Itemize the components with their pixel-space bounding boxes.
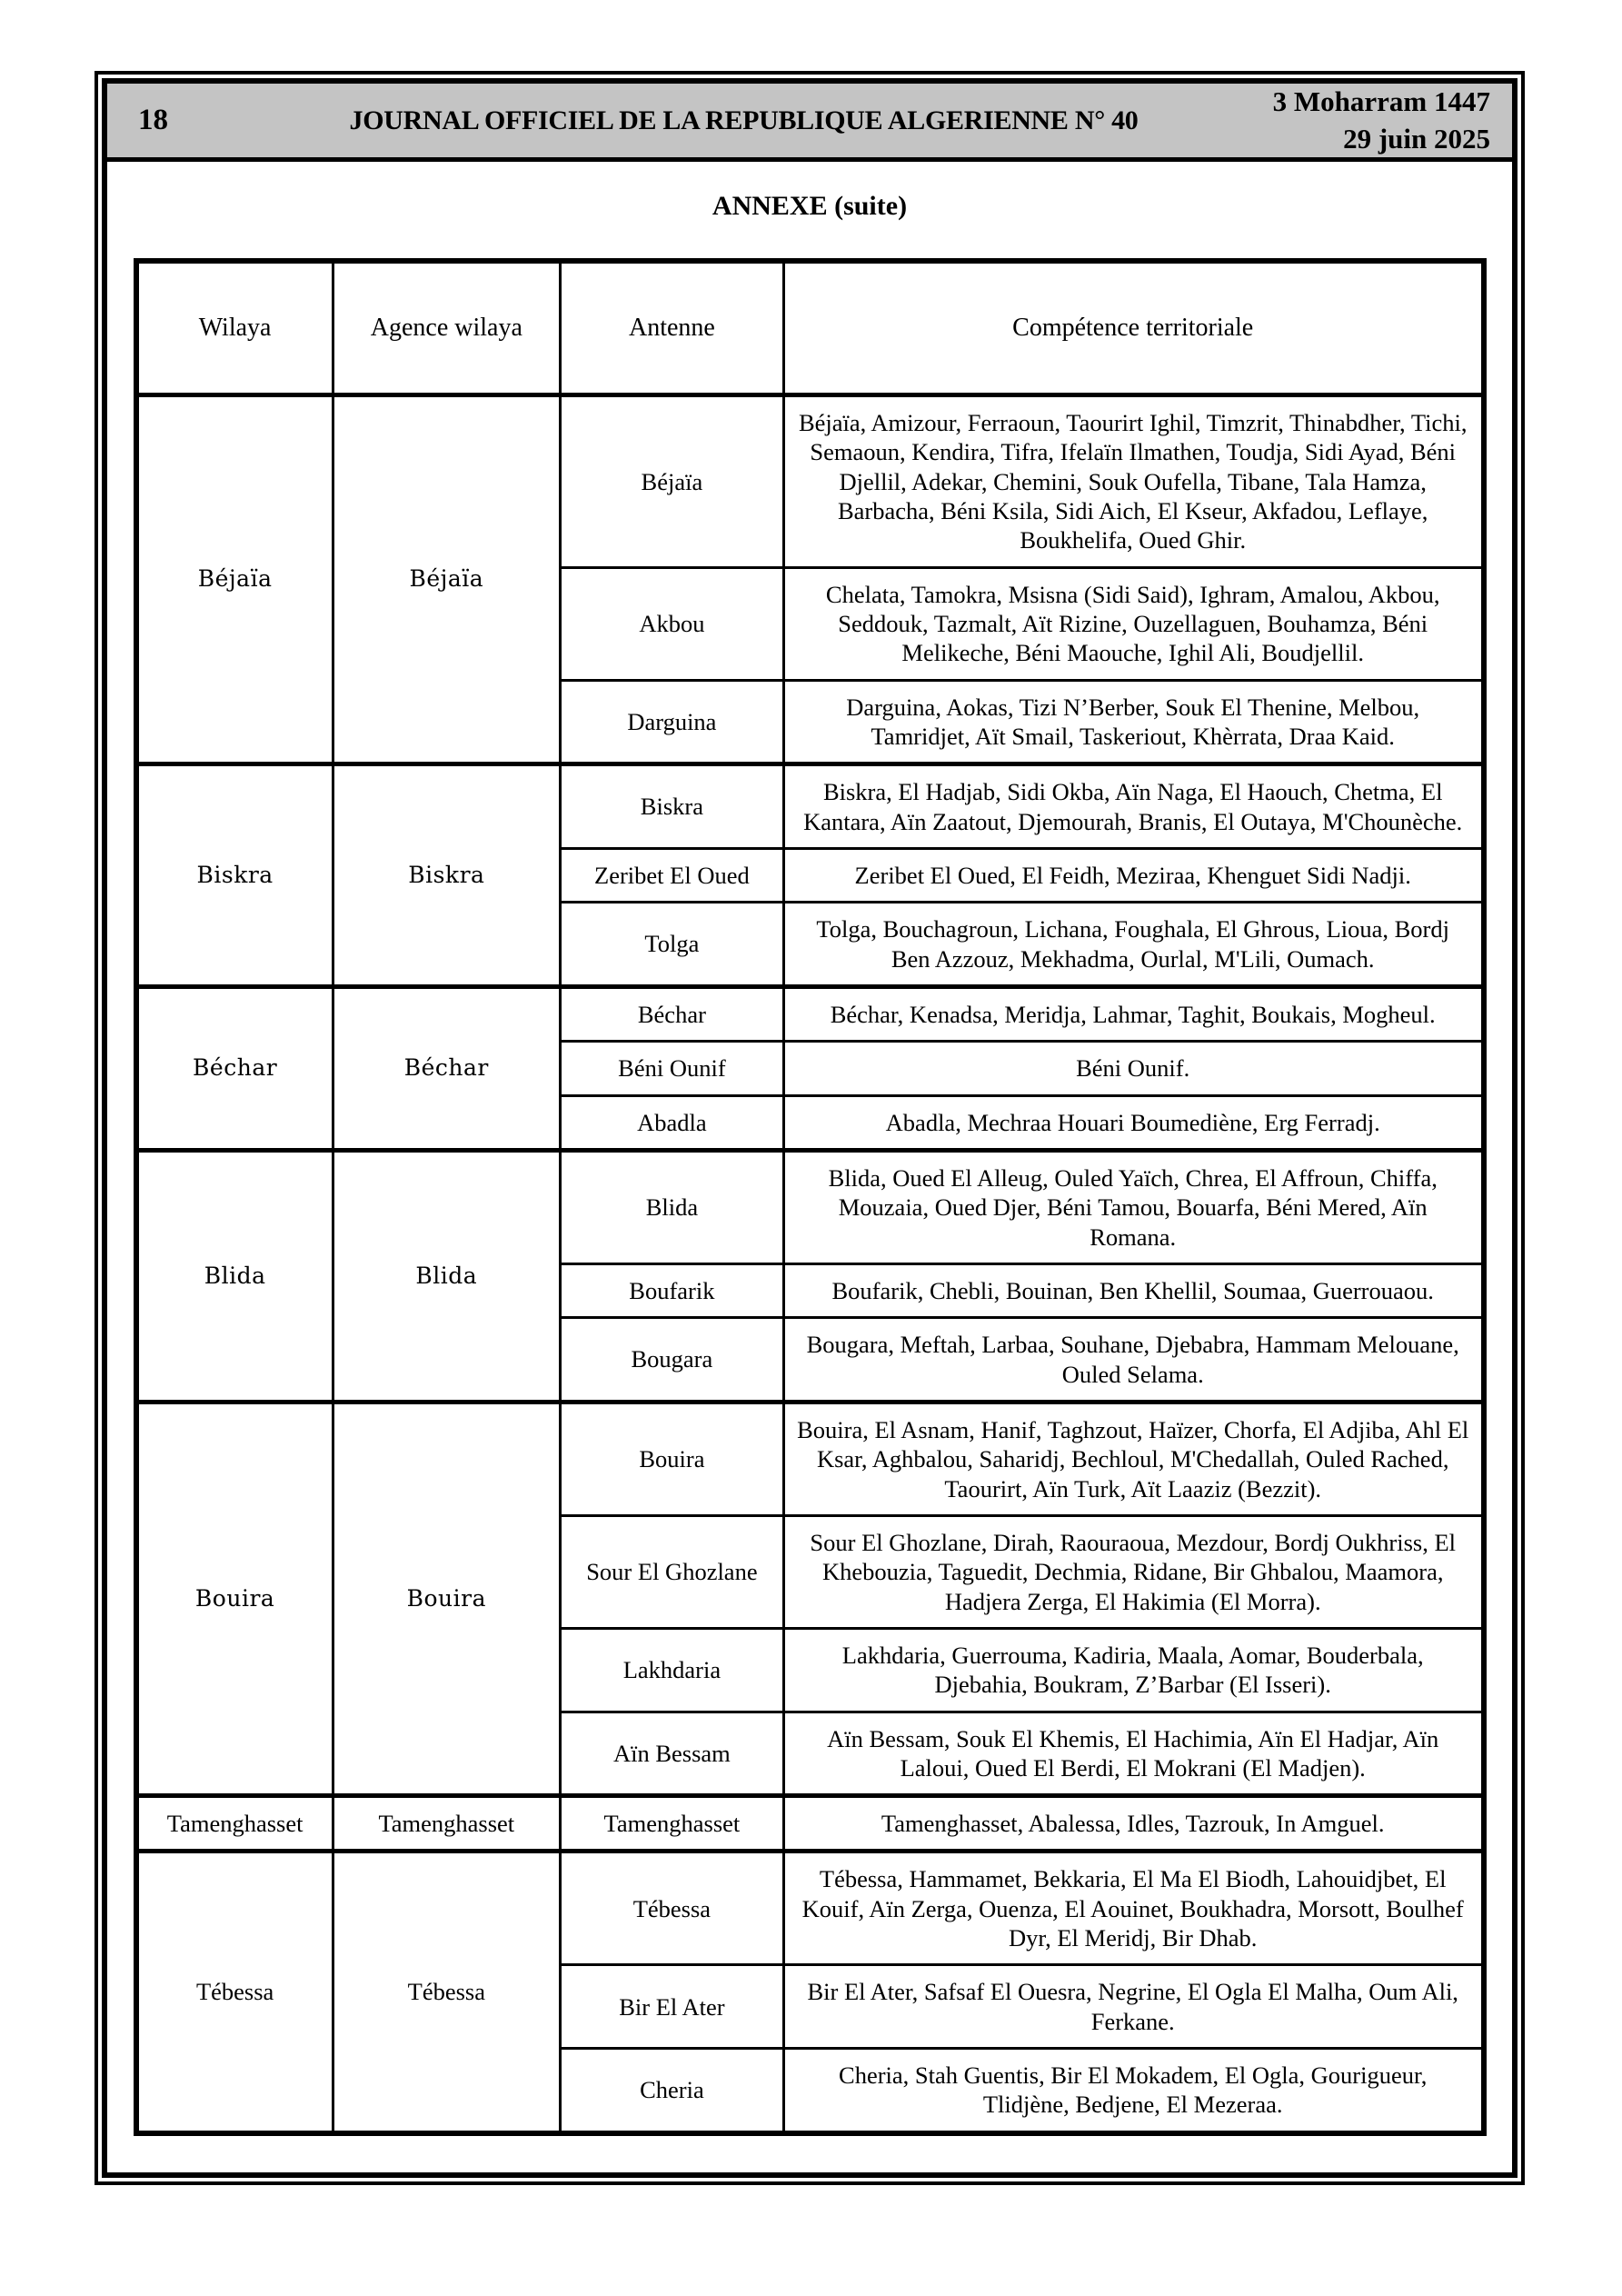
table-row: [136, 1796, 1484, 1852]
competence-cell: Cheria, Stah Guentis, Bir El Mokadem, El Ogla, Gourigueur, Tlidjène, Bedjene, El Mezeraa.: [783, 2049, 1483, 2133]
competence-cell: Béni Ounif.: [783, 1042, 1483, 1095]
antenne-cell: Sour El Ghozlane: [560, 1515, 783, 1628]
agence-wilaya-cell: Tamenghasset: [333, 1796, 560, 1852]
date-hijri: 3 Moharram 1447: [1272, 85, 1490, 118]
agence-wilaya-cell: Béchar: [333, 986, 560, 1150]
agence-wilaya-cell: Biskra: [333, 764, 560, 987]
competence-cell: Béjaïa, Amizour, Ferraoun, Taourirt Ighil, Timzrit, Thinabdher, Tichi, Semaoun, Kendira, Tifra, Ifelaïn Ilmathen, Toudja, Sidi Ayad, Béni Djellil, Adekar, Chemini, Souk Oufella, Tibane, Tala Hamza, Barbacha, Béni Ksila, Sidi Aich, El Kseur, Akfadou, Leflaye, Boukhelifa, Oued Ghir.: [783, 395, 1483, 568]
antenne-cell: Biskra: [560, 764, 783, 849]
antenne-cell: Bouira: [560, 1402, 783, 1515]
competence-cell: Tébessa, Hammamet, Bekkaria, El Ma El Biodh, Lahouidjbet, El Kouif, Aïn Zerga, Ouenza, El Aouinet, Boukhadra, Morsott, Boulhef Dyr, El Meridj, Bir Dhab.: [783, 1852, 1483, 1965]
competence-cell: Darguina, Aokas, Tizi N’Berber, Souk El Thenine, Melbou, Tamridjet, Aït Smail, Taskeriout, Khèrrata, Draa Kaid.: [783, 680, 1483, 764]
annex-table: [134, 258, 1487, 2136]
antenne-cell: Béni Ounif: [560, 1042, 783, 1095]
column-header-wilaya: Wilaya: [136, 261, 333, 395]
competence-cell: Tamenghasset, Abalessa, Idles, Tazrouk, In Amguel.: [783, 1796, 1483, 1852]
table-row: [136, 764, 1484, 849]
antenne-cell: Cheria: [560, 2049, 783, 2133]
competence-cell: Bougara, Meftah, Larbaa, Souhane, Djebabra, Hammam Melouane, Ouled Selama.: [783, 1318, 1483, 1403]
column-header-antenne: Antenne: [560, 261, 783, 395]
wilaya-cell: Béjaïa: [136, 395, 333, 764]
competence-cell: Bir El Ater, Safsaf El Ouesra, Negrine, El Ogla El Malha, Oum Ali, Ferkane.: [783, 1965, 1483, 2049]
table-body: [136, 395, 1484, 2133]
antenne-cell: Bougara: [560, 1318, 783, 1403]
antenne-cell: Akbou: [560, 567, 783, 680]
antenne-cell: Lakhdaria: [560, 1628, 783, 1712]
antenne-cell: Aïn Bessam: [560, 1712, 783, 1796]
issue-dates: [1231, 84, 1490, 157]
antenne-cell: Bir El Ater: [560, 1965, 783, 2049]
antenne-cell: Zeribet El Oued: [560, 848, 783, 902]
antenne-cell: Darguina: [560, 680, 783, 764]
competence-cell: Abadla, Mechraa Houari Boumediène, Erg Ferradj.: [783, 1095, 1483, 1150]
antenne-cell: Abadla: [560, 1095, 783, 1150]
competence-cell: Chelata, Tamokra, Msisna (Sidi Said), Ighram, Amalou, Akbou, Seddouk, Tazmalt, Aït Rizine, Ouzellaguen, Bouhamza, Béni Melikeche, Béni Maouche, Ighil Ali, Boudjellil.: [783, 567, 1483, 680]
wilaya-cell: Tamenghasset: [136, 1796, 333, 1852]
page-content: [107, 162, 1512, 2172]
competence-cell: Béchar, Kenadsa, Meridja, Lahmar, Taghit, Boukais, Mogheul.: [783, 986, 1483, 1041]
column-header-competence-territoriale: Compétence territoriale: [783, 261, 1483, 395]
agence-wilaya-cell: Béjaïa: [333, 395, 560, 764]
competence-cell: Bouira, El Asnam, Hanif, Taghzout, Haïzer, Chorfa, El Adjiba, Ahl El Ksar, Aghbalou, Saharidj, Bechloul, M'Chedallah, Ouled Rached, Taourirt, Aïn Turk, Aït Laaziz (Bezzit).: [783, 1402, 1483, 1515]
antenne-cell: Béjaïa: [560, 395, 783, 568]
table-row: [136, 986, 1484, 1041]
competence-cell: Boufarik, Chebli, Bouinan, Ben Khellil, Soumaa, Guerrouaou.: [783, 1263, 1483, 1317]
table-header-row: [136, 261, 1484, 395]
agence-wilaya-cell: Blida: [333, 1150, 560, 1402]
table-row: [136, 1402, 1484, 1515]
journal-masthead: [107, 84, 1512, 162]
wilaya-cell: Blida: [136, 1150, 333, 1402]
antenne-cell: Boufarik: [560, 1263, 783, 1317]
competence-cell: Sour El Ghozlane, Dirah, Raouraoua, Mezdour, Bordj Oukhriss, El Khebouzia, Taguedit, Dechmia, Ridane, Bir Ghbalou, Maamora, Hadjera Zerga, El Hakimia (El Morra).: [783, 1515, 1483, 1628]
competence-cell: Aïn Bessam, Souk El Khemis, El Hachimia, Aïn El Hadjar, Aïn Laloui, Oued El Berdi, El Mokrani (El Madjen).: [783, 1712, 1483, 1796]
wilaya-cell: Bouira: [136, 1402, 333, 1795]
antenne-cell: Blida: [560, 1150, 783, 1263]
antenne-cell: Béchar: [560, 986, 783, 1041]
wilaya-cell: Biskra: [136, 764, 333, 987]
page-frame-inner: [102, 78, 1518, 2178]
table-row: [136, 395, 1484, 568]
antenne-cell: Tébessa: [560, 1852, 783, 1965]
antenne-cell: Tolga: [560, 903, 783, 987]
page-number: 18: [138, 104, 168, 136]
table-row: [136, 1150, 1484, 1263]
competence-cell: Blida, Oued El Alleug, Ouled Yaïch, Chrea, El Affroun, Chiffa, Mouzaia, Oued Djer, Béni Tamou, Bouarfa, Béni Mered, Aïn Romana.: [783, 1150, 1483, 1263]
column-header-agence-wilaya: Agence wilaya: [333, 261, 560, 395]
wilaya-cell: Béchar: [136, 986, 333, 1150]
competence-cell: Tolga, Bouchagroun, Lichana, Foughala, El Ghrous, Lioua, Bordj Ben Azzouz, Mekhadma, Ourlal, M'Lili, Oumach.: [783, 903, 1483, 987]
antenne-cell: Tamenghasset: [560, 1796, 783, 1852]
table-row: [136, 1852, 1484, 1965]
journal-title: JOURNAL OFFICIEL DE LA REPUBLIQUE ALGERIENNE N° 40: [349, 105, 1139, 135]
page-frame: [95, 71, 1525, 2185]
wilaya-cell: Tébessa: [136, 1852, 333, 2133]
competence-cell: Zeribet El Oued, El Feidh, Meziraa, Khenguet Sidi Nadji.: [783, 848, 1483, 902]
date-gregorian: 29 juin 2025: [1343, 122, 1490, 155]
annexe-title: ANNEXE (suite): [711, 191, 908, 221]
competence-cell: Biskra, El Hadjab, Sidi Okba, Aïn Naga, El Haouch, Chetma, El Kantara, Aïn Zaatout, Djemourah, Branis, El Outaya, M'Chounèche.: [783, 764, 1483, 849]
agence-wilaya-cell: Bouira: [333, 1402, 560, 1795]
competence-cell: Lakhdaria, Guerrouma, Kadiria, Maala, Aomar, Bouderbala, Djebahia, Boukram, Z’Barbar (El Isseri).: [783, 1628, 1483, 1712]
agence-wilaya-cell: Tébessa: [333, 1852, 560, 2133]
